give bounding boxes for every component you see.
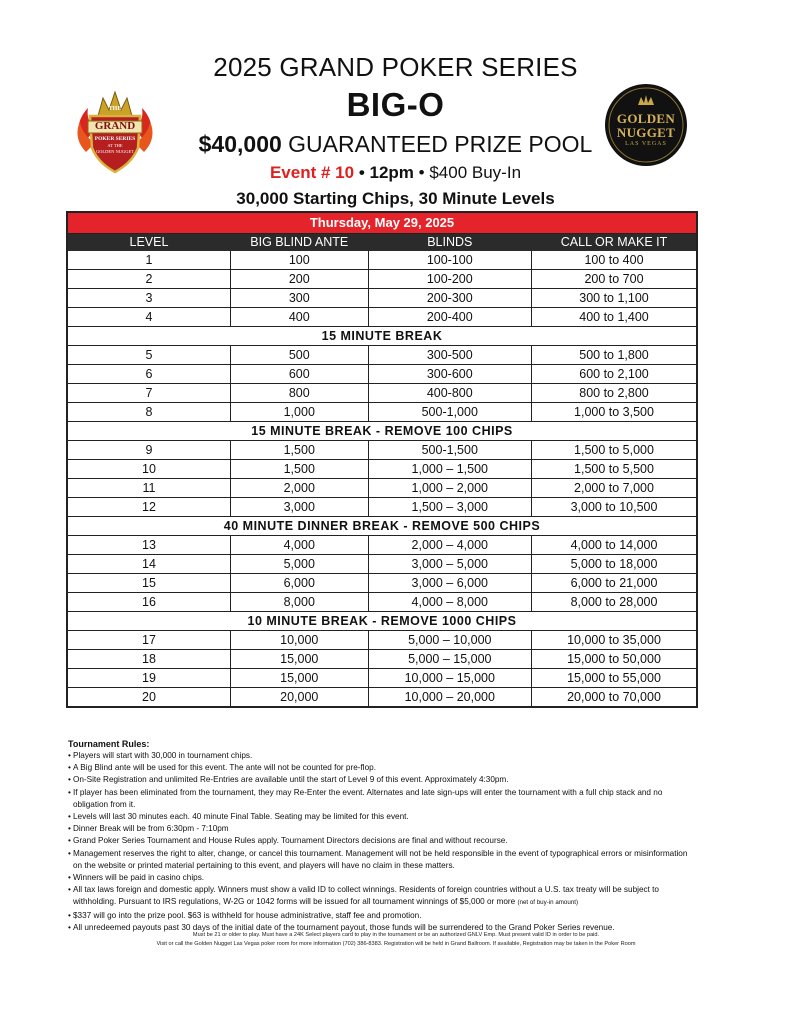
- logo-right-golden: GOLDEN: [616, 111, 676, 126]
- call-or-make-it-cell: 300 to 1,100: [532, 289, 697, 308]
- table-row: [67, 251, 697, 270]
- call-or-make-it-cell: 10,000 to 35,000: [532, 631, 697, 650]
- rule-item: • Dinner Break will be from 6:30pm - 7:10pm: [68, 823, 698, 835]
- table-row: [67, 403, 697, 422]
- blinds-cell: 3,000 – 6,000: [368, 574, 531, 593]
- logo-left-golden-nugget: GOLDEN NUGGET: [95, 149, 135, 154]
- blinds-cell: 10,000 – 15,000: [368, 669, 531, 688]
- blinds-cell: 1,500 – 3,000: [368, 498, 531, 517]
- big-blind-ante-cell: 400: [230, 308, 368, 327]
- level-cell: 5: [67, 346, 230, 365]
- rule-item: • Winners will be paid in casino chips.: [68, 872, 698, 884]
- event-date: Thursday, May 29, 2025: [67, 212, 697, 234]
- table-row: [67, 498, 697, 517]
- level-cell: 4: [67, 308, 230, 327]
- table-row: [67, 555, 697, 574]
- starting-info: 30,000 Starting Chips, 30 Minute Levels: [236, 189, 555, 208]
- big-blind-ante-cell: 1,000: [230, 403, 368, 422]
- blinds-cell: 400-800: [368, 384, 531, 403]
- rule-item: [68, 884, 698, 909]
- big-blind-ante-cell: 500: [230, 346, 368, 365]
- call-or-make-it-cell: 1,000 to 3,500: [532, 403, 697, 422]
- table-row: [67, 669, 697, 688]
- blinds-cell: 200-300: [368, 289, 531, 308]
- rule-item: • Players will start with 30,000 in tournament chips.: [68, 750, 698, 762]
- fine-print-contact: Visit or call the Golden Nugget Las Vegas poker room for more information (702) 386-8383. Registration will be held in Grand Ballroom. If available, Registration may be taken in the Poker Room: [156, 940, 636, 947]
- break-row: [67, 612, 697, 631]
- call-or-make-it-cell: 20,000 to 70,000: [532, 688, 697, 708]
- big-blind-ante-cell: 20,000: [230, 688, 368, 708]
- table-row: [67, 441, 697, 460]
- break-label: 15 MINUTE BREAK: [67, 327, 697, 346]
- rule-item: • Management reserves the right to alter, change, or cancel this tournament. Management will not be held responsible in the event of typographical errors or misinformation on the website or printed material pertaining to this event, and players will have no claim in these matters.: [68, 848, 698, 872]
- rule-tax-note: (net of buy-in amount): [517, 899, 579, 907]
- big-blind-ante-cell: 3,000: [230, 498, 368, 517]
- big-blind-ante-cell: 10,000: [230, 631, 368, 650]
- big-blind-ante-cell: 600: [230, 365, 368, 384]
- break-label: 40 MINUTE DINNER BREAK - REMOVE 500 CHIPS: [67, 517, 697, 536]
- event-time: 12pm: [369, 163, 414, 182]
- logo-right-las-vegas: LAS VEGAS: [625, 141, 667, 147]
- break-label: 15 MINUTE BREAK - REMOVE 100 CHIPS: [67, 422, 697, 441]
- big-blind-ante-cell: 15,000: [230, 669, 368, 688]
- rule-item: • All unredeemed payouts past 30 days of the initial date of the tournament payout, those funds will be surrendered to the Grand Poker Series revenue.: [68, 922, 698, 934]
- blinds-cell: 500-1,000: [368, 403, 531, 422]
- level-cell: 2: [67, 270, 230, 289]
- table-row: [67, 593, 697, 612]
- bullet-separator: •: [418, 163, 425, 182]
- table-row: [67, 460, 697, 479]
- table-row: [67, 536, 697, 555]
- table-body: [67, 251, 697, 708]
- big-blind-ante-cell: 800: [230, 384, 368, 403]
- call-or-make-it-cell: 5,000 to 18,000: [532, 555, 697, 574]
- table-row: [67, 688, 697, 708]
- rule-item: • Levels will last 30 minutes each. 40 minute Final Table. Seating may be limited for this event.: [68, 811, 698, 823]
- prize-text: GUARANTEED PRIZE POOL: [288, 131, 593, 157]
- table-row: [67, 479, 697, 498]
- buy-in: $400 Buy-In: [429, 163, 522, 182]
- rule-item: • On-Site Registration and unlimited Re-Entries are available until the start of Level 9 of this event. Approximately 4:30pm.: [68, 774, 698, 786]
- level-cell: 8: [67, 403, 230, 422]
- level-cell: 3: [67, 289, 230, 308]
- rule-item: • A Big Blind ante will be used for this event. The ante will not be counted for pre-flop.: [68, 762, 698, 774]
- rule-item: • $337 will go into the prize pool. $63 is withheld for house administrative, staff fee and promotion.: [68, 910, 698, 922]
- big-blind-ante-cell: 200: [230, 270, 368, 289]
- break-row: [67, 517, 697, 536]
- column-header-call-or-make-it: CALL OR MAKE IT: [532, 234, 697, 251]
- prize-amount: $40,000: [198, 131, 282, 157]
- level-cell: 1: [67, 251, 230, 270]
- table-row: [67, 365, 697, 384]
- call-or-make-it-cell: 4,000 to 14,000: [532, 536, 697, 555]
- call-or-make-it-cell: 1,500 to 5,000: [532, 441, 697, 460]
- table-row: [67, 384, 697, 403]
- blinds-cell: 200-400: [368, 308, 531, 327]
- big-blind-ante-cell: 1,500: [230, 460, 368, 479]
- level-cell: 15: [67, 574, 230, 593]
- big-blind-ante-cell: 1,500: [230, 441, 368, 460]
- table-row: [67, 574, 697, 593]
- table-row: [67, 650, 697, 669]
- level-cell: 7: [67, 384, 230, 403]
- table-row: [67, 308, 697, 327]
- table-row: [67, 289, 697, 308]
- logo-right-nugget: NUGGET: [616, 125, 676, 140]
- big-blind-ante-cell: 2,000: [230, 479, 368, 498]
- call-or-make-it-cell: 800 to 2,800: [532, 384, 697, 403]
- blinds-cell: 10,000 – 20,000: [368, 688, 531, 708]
- big-blind-ante-cell: 4,000: [230, 536, 368, 555]
- call-or-make-it-cell: 8,000 to 28,000: [532, 593, 697, 612]
- logo-left-poker-series: POKER SERIES: [94, 136, 136, 142]
- rules-title: Tournament Rules:: [68, 739, 150, 749]
- level-cell: 12: [67, 498, 230, 517]
- call-or-make-it-cell: 15,000 to 55,000: [532, 669, 697, 688]
- level-cell: 14: [67, 555, 230, 574]
- fine-print-eligibility: Must be 21 or older to play. Must have a 24K Select players card to play in the tournament or be an authorized GNLV Emp. Must present valid ID in order to be paid.: [192, 932, 600, 938]
- table-row: [67, 346, 697, 365]
- call-or-make-it-cell: 600 to 2,100: [532, 365, 697, 384]
- call-or-make-it-cell: 200 to 700: [532, 270, 697, 289]
- break-row: [67, 327, 697, 346]
- level-cell: 19: [67, 669, 230, 688]
- call-or-make-it-cell: 500 to 1,800: [532, 346, 697, 365]
- blinds-cell: 300-500: [368, 346, 531, 365]
- level-cell: 20: [67, 688, 230, 708]
- blind-structure-table: [66, 211, 698, 708]
- big-blind-ante-cell: 300: [230, 289, 368, 308]
- blinds-cell: 500-1,500: [368, 441, 531, 460]
- rule-item: • If player has been eliminated from the tournament, they may Re-Enter the event. Alternates and late sign-ups will enter the tournament with a full chip stack and no obligation from it.: [68, 787, 698, 811]
- column-header-blinds: BLINDS: [368, 234, 531, 251]
- column-header-row: [67, 234, 697, 251]
- logo-left-grand: GRAND: [94, 120, 136, 132]
- blinds-cell: 2,000 – 4,000: [368, 536, 531, 555]
- event-line: [0, 163, 791, 183]
- big-blind-ante-cell: 6,000: [230, 574, 368, 593]
- level-cell: 10: [67, 460, 230, 479]
- rule-item: • Grand Poker Series Tournament and House Rules apply. Tournament Directors decisions are final and without recourse.: [68, 835, 698, 847]
- blinds-cell: 5,000 – 10,000: [368, 631, 531, 650]
- blinds-cell: 4,000 – 8,000: [368, 593, 531, 612]
- call-or-make-it-cell: 100 to 400: [532, 251, 697, 270]
- blinds-cell: 1,000 – 1,500: [368, 460, 531, 479]
- date-row: [67, 212, 697, 234]
- bullet-separator: •: [358, 163, 365, 182]
- blinds-cell: 100-200: [368, 270, 531, 289]
- rule-tax-text: All tax laws foreign and domestic apply. Winners must show a valid ID to collect winnings. Residents of foreign countries without a U.S. tax treaty will be subject to withholding. Pursuant to IRS regulations, W-2G or 1042 forms will be issued for all tournament winnings of $5,000 or more: [73, 885, 659, 907]
- tournament-rules: [68, 738, 698, 934]
- level-cell: 17: [67, 631, 230, 650]
- level-cell: 13: [67, 536, 230, 555]
- rules-list: [68, 750, 698, 934]
- column-header-level: LEVEL: [67, 234, 230, 251]
- level-cell: 9: [67, 441, 230, 460]
- call-or-make-it-cell: 3,000 to 10,500: [532, 498, 697, 517]
- table-row: [67, 270, 697, 289]
- blinds-cell: 5,000 – 15,000: [368, 650, 531, 669]
- blinds-cell: 100-100: [368, 251, 531, 270]
- call-or-make-it-cell: 400 to 1,400: [532, 308, 697, 327]
- column-header-big-blind-ante: BIG BLIND ANTE: [230, 234, 368, 251]
- big-blind-ante-cell: 5,000: [230, 555, 368, 574]
- break-label: 10 MINUTE BREAK - REMOVE 1000 CHIPS: [67, 612, 697, 631]
- call-or-make-it-cell: 1,500 to 5,500: [532, 460, 697, 479]
- logo-left-at-the: AT THE: [107, 143, 123, 148]
- prize-line: [0, 131, 791, 158]
- big-blind-ante-cell: 15,000: [230, 650, 368, 669]
- blinds-cell: 1,000 – 2,000: [368, 479, 531, 498]
- logo-left-the: THE: [108, 106, 122, 112]
- call-or-make-it-cell: 6,000 to 21,000: [532, 574, 697, 593]
- break-row: [67, 422, 697, 441]
- big-blind-ante-cell: 8,000: [230, 593, 368, 612]
- blinds-cell: 300-600: [368, 365, 531, 384]
- level-cell: 6: [67, 365, 230, 384]
- fine-print: [66, 931, 726, 948]
- event-name: BIG-O: [346, 86, 445, 123]
- event-number: Event # 10: [269, 163, 355, 182]
- call-or-make-it-cell: 15,000 to 50,000: [532, 650, 697, 669]
- series-title: 2025 GRAND POKER SERIES: [213, 52, 578, 82]
- level-cell: 16: [67, 593, 230, 612]
- call-or-make-it-cell: 2,000 to 7,000: [532, 479, 697, 498]
- table-row: [67, 631, 697, 650]
- big-blind-ante-cell: 100: [230, 251, 368, 270]
- blinds-cell: 3,000 – 5,000: [368, 555, 531, 574]
- level-cell: 11: [67, 479, 230, 498]
- level-cell: 18: [67, 650, 230, 669]
